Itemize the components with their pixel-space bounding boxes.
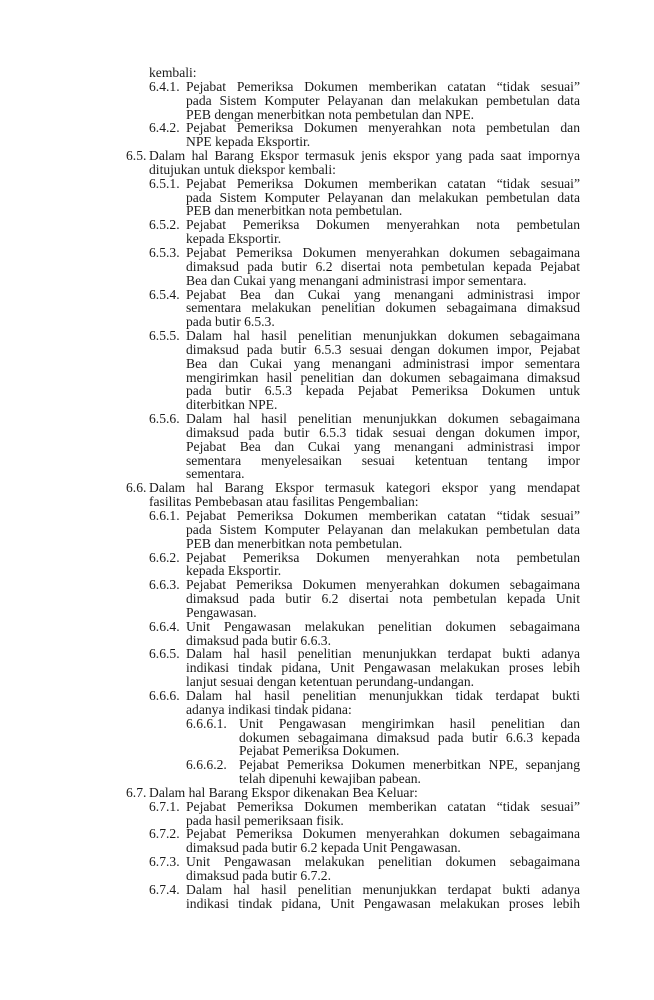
text-line: ditujukan untuk diekspor kembali:: [149, 161, 336, 177]
list-item: [0, 786, 654, 800]
list-item: [0, 758, 654, 786]
item-number: 6.5.4.: [149, 286, 180, 302]
item-number: 6.5.1.: [149, 175, 180, 191]
text-line: pada Sistem Komputer Pelayanan dan melakukan pembetulan data: [186, 92, 580, 108]
text-line: dimaksud pada butir 6.5.3 sesuai dengan dokumen impor, Pejabat: [186, 341, 580, 357]
text-line: pada butir 6.5.3 kepada Pejabat Pemeriksa Dokumen untuk: [186, 383, 580, 399]
item-number: 6.7.3.: [149, 854, 180, 870]
text-line: Pejabat Pemeriksa Dokumen memberikan catatan “tidak sesuai”: [186, 798, 580, 814]
text-line: Pejabat Pemeriksa Dokumen menyerahkan dokumen sebagaimana: [186, 577, 580, 593]
text-line: Pejabat Pemeriksa Dokumen memberikan catatan “tidak sesuai”: [186, 175, 580, 191]
list-item: [0, 800, 654, 828]
list-item: [0, 177, 654, 219]
text-line: adanya indikasi tindak pidana:: [186, 701, 352, 717]
text-line: Bea dan Cukai yang menangani administrasi impor sementara.: [186, 272, 527, 288]
text-line: sementara.: [186, 466, 245, 482]
item-number: 6.6.1.: [149, 508, 180, 523]
item-number: 6.6.5.: [149, 646, 180, 662]
list-item: [0, 218, 654, 246]
list-item: [0, 121, 654, 149]
text-line: Pejabat Pemeriksa Dokumen memberikan catatan “tidak sesuai”: [186, 78, 580, 94]
text-line: dimaksud pada butir 6.5.3 tidak sesuai dengan dokumen impor,: [186, 424, 580, 440]
item-number: 6.4.2.: [149, 120, 180, 136]
item-number: 6.5.6.: [149, 411, 180, 427]
item-number: 6.6.3.: [149, 577, 180, 593]
text-line: pada Sistem Komputer Pelayanan dan melakukan pembetulan data: [186, 189, 580, 205]
list-item: [0, 288, 654, 330]
text-line: Pejabat Pemeriksa Dokumen menyerahkan nota pembetulan: [186, 217, 580, 233]
item-number: 6.6.4.: [149, 618, 180, 634]
item-number: 6.5.3.: [149, 244, 180, 260]
list-item: [0, 620, 654, 648]
item-number: 6.6.: [126, 480, 147, 496]
list-item: [0, 329, 654, 412]
text-line: Pejabat Pemeriksa Dokumen menyerahkan dokumen sebagaimana: [186, 826, 580, 842]
text-line: PEB dan menerbitkan nota pembetulan.: [186, 535, 403, 551]
text-line: diterbitkan NPE.: [186, 397, 278, 413]
item-number: 6.6.6.: [149, 687, 180, 703]
text-line: Dalam hal hasil penelitian menunjukkan dokumen sebagaimana: [186, 411, 580, 427]
list-item: [0, 509, 654, 551]
text-line: Pejabat Pemeriksa Dokumen menyerahkan nota pembetulan dan: [186, 120, 580, 136]
list-item: [0, 578, 654, 620]
item-number: 6.7.1.: [149, 798, 180, 814]
list-item: [0, 855, 654, 883]
item-number: 6.5.2.: [149, 217, 180, 233]
list-item: [0, 827, 654, 855]
text-line: dimaksud pada butir 6.2 disertai nota pembetulan kepada Pejabat: [186, 258, 580, 274]
text-line: Pejabat Pemeriksa Dokumen menyerahkan dokumen sebagaimana: [186, 244, 580, 260]
text-line: lanjut sesuai dengan ketentuan perundang-undangan.: [186, 674, 475, 690]
text-line: Pejabat Bea dan Cukai yang menangani administrasi impor: [186, 438, 580, 454]
text-line: sementara menyelesaikan sesuai ketentuan tentang impor: [186, 452, 580, 468]
list-item: [0, 80, 654, 122]
item-number: 6.4.1.: [149, 78, 180, 94]
list-item: [0, 412, 654, 481]
text-line: kepada Eksportir.: [186, 563, 282, 579]
text-line: pada butir 6.5.3.: [186, 314, 275, 330]
text-line: Pejabat Pemeriksa Dokumen menyerahkan nota pembetulan: [186, 549, 580, 565]
text-line: Dalam hal hasil penelitian menunjukkan terdapat bukti adanya: [186, 881, 580, 897]
list-item: [0, 481, 654, 509]
list-item: [0, 551, 654, 579]
text-line: dimaksud pada butir 6.6.3.: [186, 632, 331, 648]
item-number: 6.5.5.: [149, 328, 180, 344]
text-line: Dalam hal hasil penelitian menunjukkan tidak terdapat bukti: [186, 687, 580, 703]
text-line: pada hasil pemeriksaan fisik.: [186, 812, 344, 828]
text-line: NPE kepada Eksportir.: [186, 134, 311, 150]
text-line: telah dipenuhi kewajiban pabean.: [239, 771, 421, 787]
list-item: [0, 647, 654, 689]
text-line: Dalam hal hasil penelitian menunjukkan terdapat bukti adanya: [186, 646, 580, 662]
item-number: 6.5.: [126, 148, 147, 164]
text-line: indikasi tindak pidana, Unit Pengawasan melakukan proses lebih: [186, 895, 580, 911]
item-number: 6.7.4.: [149, 881, 180, 897]
paragraph-continuation: [0, 66, 654, 80]
list-item: [0, 689, 654, 717]
list-item: [0, 149, 654, 177]
text-line: Dalam hal Barang Ekspor dikenakan Bea Keluar:: [149, 784, 418, 800]
document-body: [0, 66, 654, 910]
list-item: [0, 883, 654, 911]
text-line: Pejabat Pemeriksa Dokumen.: [239, 743, 400, 759]
text-line: Pejabat Pemeriksa Dokumen memberikan catatan “tidak sesuai”: [186, 508, 580, 523]
text-line: dimaksud pada butir 6.2 disertai nota pembetulan kepada Unit: [186, 591, 580, 607]
item-number: 6.6.2.: [149, 549, 180, 565]
text-line: Unit Pengawasan melakukan penelitian dokumen sebagaimana: [186, 618, 580, 634]
text-line: sementara melakukan penelitian dokumen sebagaimana dimaksud: [186, 300, 580, 316]
text-line: dimaksud pada butir 6.7.2.: [186, 867, 331, 883]
list-item: [0, 246, 654, 288]
text-line: Bea dan Cukai yang menangani administrasi impor sementara: [186, 355, 580, 371]
text-line: Dalam hal Barang Ekspor termasuk kategori ekspor yang mendapat: [149, 480, 580, 496]
text-line: fasilitas Pembebasan atau fasilitas Pengembalian:: [149, 494, 419, 510]
text-line: kepada Eksportir.: [186, 231, 282, 247]
text-line: mengirimkan hasil penelitian dan dokumen sebagaimana dimaksud: [186, 369, 580, 385]
text-line: pada Sistem Komputer Pelayanan dan melakukan pembetulan data: [186, 521, 580, 537]
text-line: PEB dan menerbitkan nota pembetulan.: [186, 203, 403, 219]
item-number: 6.6.6.1.: [186, 715, 227, 731]
text-line: indikasi tindak pidana, Unit Pengawasan melakukan proses lebih: [186, 660, 580, 676]
text-line: Unit Pengawasan melakukan penelitian dokumen sebagaimana: [186, 854, 580, 870]
item-number: 6.7.: [126, 784, 147, 800]
text-line: PEB dengan menerbitkan nota pembetulan dan NPE.: [186, 106, 475, 122]
item-number: 6.7.2.: [149, 826, 180, 842]
text-line: kembali:: [149, 65, 197, 80]
list-item: [0, 717, 654, 759]
text-line: dimaksud pada butir 6.2 kepada Unit Pengawasan.: [186, 840, 461, 856]
text-line: dokumen sebagaimana dimaksud pada butir 6.6.3 kepada: [239, 729, 580, 745]
text-line: Unit Pengawasan mengirimkan hasil penelitian dan: [239, 715, 580, 731]
text-line: Dalam hal hasil penelitian menunjukkan dokumen sebagaimana: [186, 328, 580, 344]
item-number: 6.6.6.2.: [186, 757, 227, 773]
text-line: Pejabat Pemeriksa Dokumen menerbitkan NPE, sepanjang: [239, 757, 580, 773]
text-line: Pejabat Bea dan Cukai yang menangani administrasi impor: [186, 286, 580, 302]
text-line: Pengawasan.: [186, 604, 257, 620]
text-line: Dalam hal Barang Ekspor termasuk jenis ekspor yang pada saat impornya: [149, 148, 580, 164]
